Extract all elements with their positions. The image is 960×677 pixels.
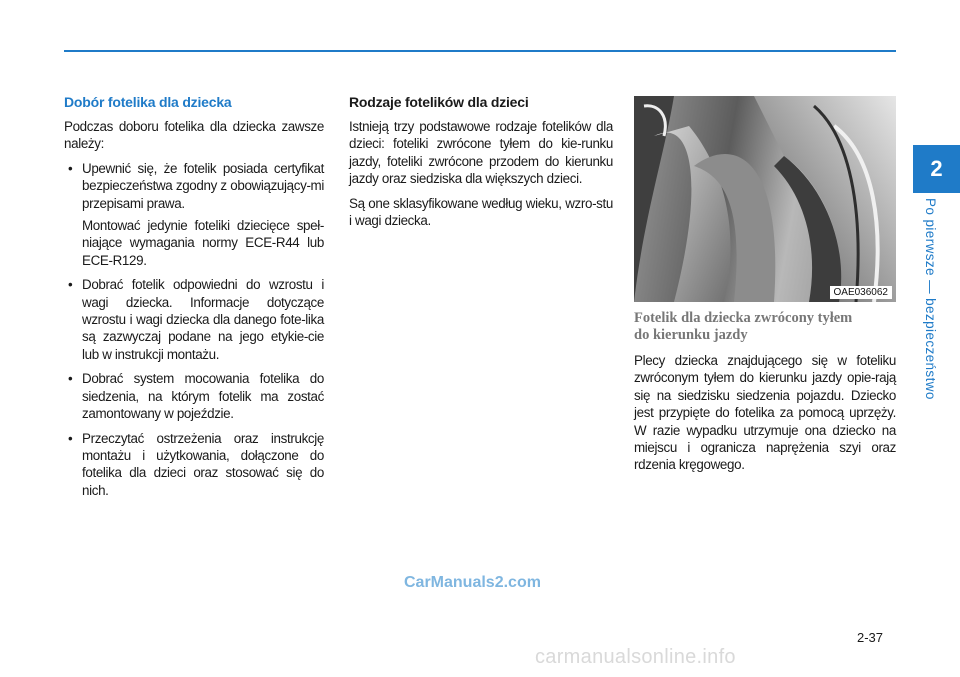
caption-line: do kierunku jazdy xyxy=(634,327,748,343)
selection-bullet-list xyxy=(64,160,324,499)
bullet-dot: • xyxy=(68,160,73,176)
page-number: 2-37 xyxy=(857,630,884,645)
chapter-tab: 2 xyxy=(913,145,960,193)
bullet-item xyxy=(64,160,324,269)
bullet-text: Dobrać system mocowania fotelika do siedzenia, na którym fotelik ma zostać zamontowany w pojeździe. xyxy=(82,371,324,422)
bullet-subtext: Montować jedynie foteliki dziecięce speł-niające wymagania normy ECE-R44 lub ECE-R129. xyxy=(82,218,324,268)
left-column xyxy=(64,92,324,506)
bullet-dot: • xyxy=(68,371,73,387)
footer-watermark: carmanualsonline.info xyxy=(535,646,736,668)
classification-paragraph: Są one sklasyfikowane według wieku, wzro-stu i wagi dziecka. xyxy=(349,195,613,229)
bullet-text: Upewnić się, że fotelik posiada certyfikat bezpieczeństwa zgodny z obowiązujący-mi przepisami prawa. xyxy=(82,160,324,211)
bullet-text: Dobrać fotelik odpowiedni do wzrostu i wagi dziecka. Informacje dotyczące wzrostu i wagi dziecka dla danego fote-lika są zazwyczaj podane na jego etykie-cie lub w instrukcji montażu. xyxy=(82,277,324,362)
seat-illustration xyxy=(634,96,896,302)
figure-caption xyxy=(634,310,896,344)
rear-facing-seat-figure xyxy=(634,96,896,302)
intro-text: Podczas doboru fotelika dla dziecka zawsze należy: xyxy=(64,119,324,152)
watermark-link[interactable]: CarManuals2.com xyxy=(404,574,541,591)
heading-child-seat-types: Rodzaje fotelików dla dzieci xyxy=(349,94,529,110)
heading-child-seat-selection: Dobór fotelika dla dziecka xyxy=(64,94,232,110)
middle-column xyxy=(349,92,613,229)
chapter-title: Po pierwsze — bezpieczeństwo xyxy=(923,198,938,400)
bullet-text: Przeczytać ostrzeżenia oraz instrukcję montażu i użytkowania, dołączone do fotelika dla dzieci oraz stosować się do nich. xyxy=(82,430,324,498)
figure-code: OAE036062 xyxy=(830,286,893,299)
bullet-item xyxy=(64,430,324,500)
caption-line: Fotelik dla dziecka zwrócony tyłem xyxy=(634,310,853,326)
bullet-dot: • xyxy=(68,430,73,446)
rear-facing-description: Plecy dziecka znajdującego się w foteliku zwróconym tyłem do kierunku jazdy opie-rają się na siedzisku siedzenia pojazdu. Dziecko jest przypięte do fotelika za pomocą uprzęży. W razie wypadku utrzymuje ona dziecko na miejscu i ogranicza naprężenia szyi oraz rdzenia kręgowego. xyxy=(634,353,896,473)
bullet-dot: • xyxy=(68,277,73,293)
top-rule xyxy=(64,50,896,52)
bullet-item xyxy=(64,276,324,363)
right-column xyxy=(634,96,896,474)
bullet-item xyxy=(64,370,324,422)
types-paragraph: Istnieją trzy podstawowe rodzaje fotelików dla dzieci: foteliki zwrócone tyłem do kie-runku jazdy, foteliki zwrócone przodem do kierunku jazdy oraz siedziska dla większych dzieci. xyxy=(349,119,613,187)
